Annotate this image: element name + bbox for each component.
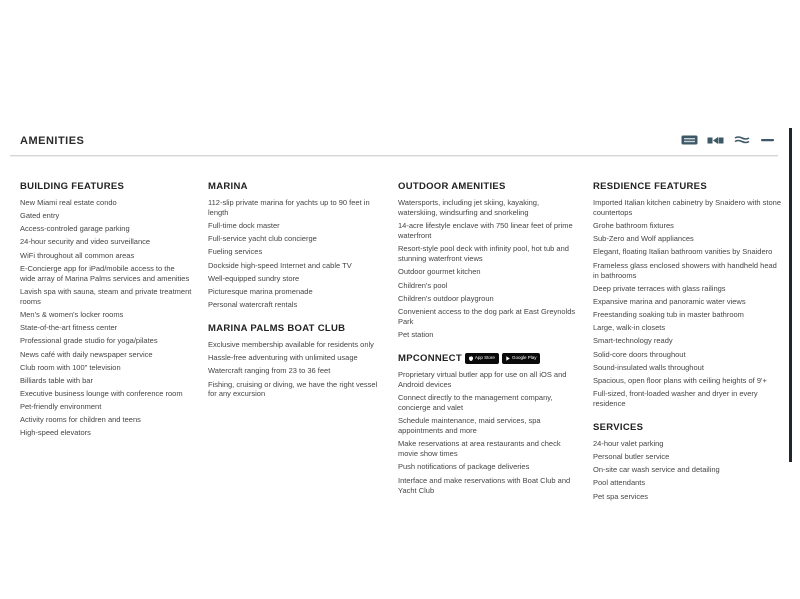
amenity-item: Men's & women's locker rooms [20,310,124,320]
amenity-item: 24-hour valet parking [593,438,664,448]
amenity-item: E-Concierge app for iPad/mobile access to the wide array of Marina Palms services and amenities [20,263,190,283]
amenity-item: Professional grade studio for yoga/pilates [20,336,158,346]
amenity-item: 24-hour security and video surveillance [20,237,151,247]
amenity-item: 14-acre lifestyle enclave with 750 linear feet of prime waterfront [398,221,573,241]
amenity-item: Elegant, floating Italian bathroom vanities by Snaidero [593,247,773,257]
column-residence [593,181,783,515]
amenity-item: Smart-technology ready [593,336,673,346]
amenity-item: Children's outdoor playgroun [398,293,494,303]
amenity-item: Exclusive membership available for residents only [208,340,374,350]
google-play-badge[interactable] [502,353,541,364]
amenity-item: High-speed elevators [20,428,91,438]
amenity-item: On-site car wash service and detailing [593,465,720,475]
header-toolbar [681,135,776,145]
amenity-item: Pool attendants [593,478,646,488]
waves-icon[interactable] [733,135,750,145]
amenity-item: Solid-core doors throughout [593,349,686,359]
amenity-list [398,370,579,496]
amenity-item: Pet-friendly environment [20,402,102,412]
amenity-item: Connect directly to the management company, concierge and valet [398,393,553,413]
amenity-item: Make reservations at area restaurants and check movie show times [398,439,561,459]
amenity-list [208,340,384,399]
badge-label: Google Play [511,355,537,361]
amenity-item: Interface and make reservations with Boat Club and Yacht Club [398,475,571,495]
google-play-icon [506,356,510,361]
amenity-item: Executive business lounge with conference room [20,388,183,398]
column-outdoor [398,181,579,509]
column-marina [208,181,384,412]
amenity-item: Children's pool [398,280,448,290]
photos-icon[interactable] [681,135,698,145]
amenity-item: Spacious, open floor plans with ceiling heights of 9'+ [593,375,767,385]
amenity-item: Fueling services [208,247,263,257]
amenity-item: Club room with 100" television [20,362,121,372]
section-boat-club [208,323,384,399]
amenity-list [208,198,384,310]
video-icon[interactable] [707,135,724,145]
app-store-badge[interactable] [465,353,499,364]
amenity-list [398,198,579,340]
amenity-item: Freestanding soaking tub in master bathroom [593,310,744,320]
amenity-item: Watersports, including jet skiing, kayaking, waterskiing, windsurfing and snorkeling [398,198,540,217]
amenity-item: Lavish spa with sauna, steam and private treatment rooms [20,286,192,306]
right-edge-bar [789,128,792,462]
amenity-item: Picturesque marina promenade [208,286,313,296]
section-residence-features [593,181,783,409]
section-services [593,422,783,502]
section-building-features [20,181,192,438]
amenity-item: Well-equipped sundry store [208,273,300,283]
amenity-item: Hassle-free adventuring with unlimited usage [208,353,358,363]
amenity-item: Gated entry [20,211,60,221]
amenity-item: Dockside high-speed Internet and cable TV [208,260,352,270]
amenity-list [20,198,192,438]
amenity-item: Pet station [398,329,434,339]
amenity-item: Full-time dock master [208,221,280,231]
amenity-item: Fishing, cruising or diving, we have the right vessel for any excursion [208,379,378,399]
amenity-list [593,439,783,502]
section-title: SERVICES [593,421,644,433]
amenity-item: Watercraft ranging from 23 to 36 feet [208,366,331,376]
apple-logo-icon [469,356,473,361]
badge-label: App Store [474,355,495,361]
amenity-item: Expansive marina and panoramic water views [593,296,746,306]
amenity-item: Schedule maintenance, maid services, spa appointments and more [398,416,541,436]
page-title: AMENITIES [20,135,85,147]
amenity-item: Full-service yacht club concierge [208,234,317,244]
amenity-item: Deep private terraces with glass railings [593,283,726,293]
amenity-item: Personal watercraft rentals [208,300,298,310]
section-mpconnect [398,353,579,496]
amenity-item: News café with daily newspaper service [20,349,153,359]
section-title: MARINA [208,181,248,192]
amenity-item: Convenient access to the dog park at East Greynolds Park [398,306,576,326]
amenity-item: Proprietary virtual butler app for use on all iOS and Android devices [398,369,567,389]
section-title: MARINA PALMS BOAT CLUB [208,323,346,335]
amenity-item: 112-slip private marina for yachts up to 90 feet in length [208,198,370,217]
amenity-item: Frameless glass enclosed showers with handheld head in bathrooms [593,260,777,280]
amenity-item: Sound-insulated walls throughout [593,362,704,372]
header-divider [10,155,778,157]
dash-icon[interactable] [759,135,776,145]
column-building [20,181,192,451]
amenity-item: Grohe bathroom fixtures [593,221,674,231]
amenity-item: Activity rooms for children and teens [20,415,141,425]
amenity-item: New Miami real estate condo [20,198,117,207]
section-title: MPCONNECT [398,352,462,364]
amenity-item: Full-sized, front-loaded washer and dryer in every residence [593,388,758,408]
amenity-item: Pet spa services [593,491,649,501]
amenity-item: Billiards table with bar [20,375,93,385]
section-marina [208,181,384,310]
mpconnect-title-row [398,353,579,364]
amenity-item: Push notifications of package deliveries [398,462,530,472]
amenity-item: Sub-Zero and Wolf appliances [593,234,694,244]
section-outdoor-amenities [398,181,579,340]
section-title: BUILDING FEATURES [20,181,125,192]
amenity-item: State-of-the-art fitness center [20,323,118,333]
section-title: OUTDOOR AMENITIES [398,181,506,192]
section-title: RESDIENCE FEATURES [593,181,707,192]
amenity-item: WiFi throughout all common areas [20,250,135,260]
amenity-list [593,198,783,409]
amenity-item: Large, walk-in closets [593,323,666,333]
amenity-item: Personal butler service [593,452,670,462]
amenity-item: Access-controled garage parking [20,224,130,234]
amenity-item: Outdoor gourmet kitchen [398,267,481,277]
amenity-item: Resort-style pool deck with infinity pool, hot tub and stunning waterfront views [398,244,569,264]
amenity-item: Imported Italian kitchen cabinetry by Snaidero with stone countertops [593,198,782,217]
